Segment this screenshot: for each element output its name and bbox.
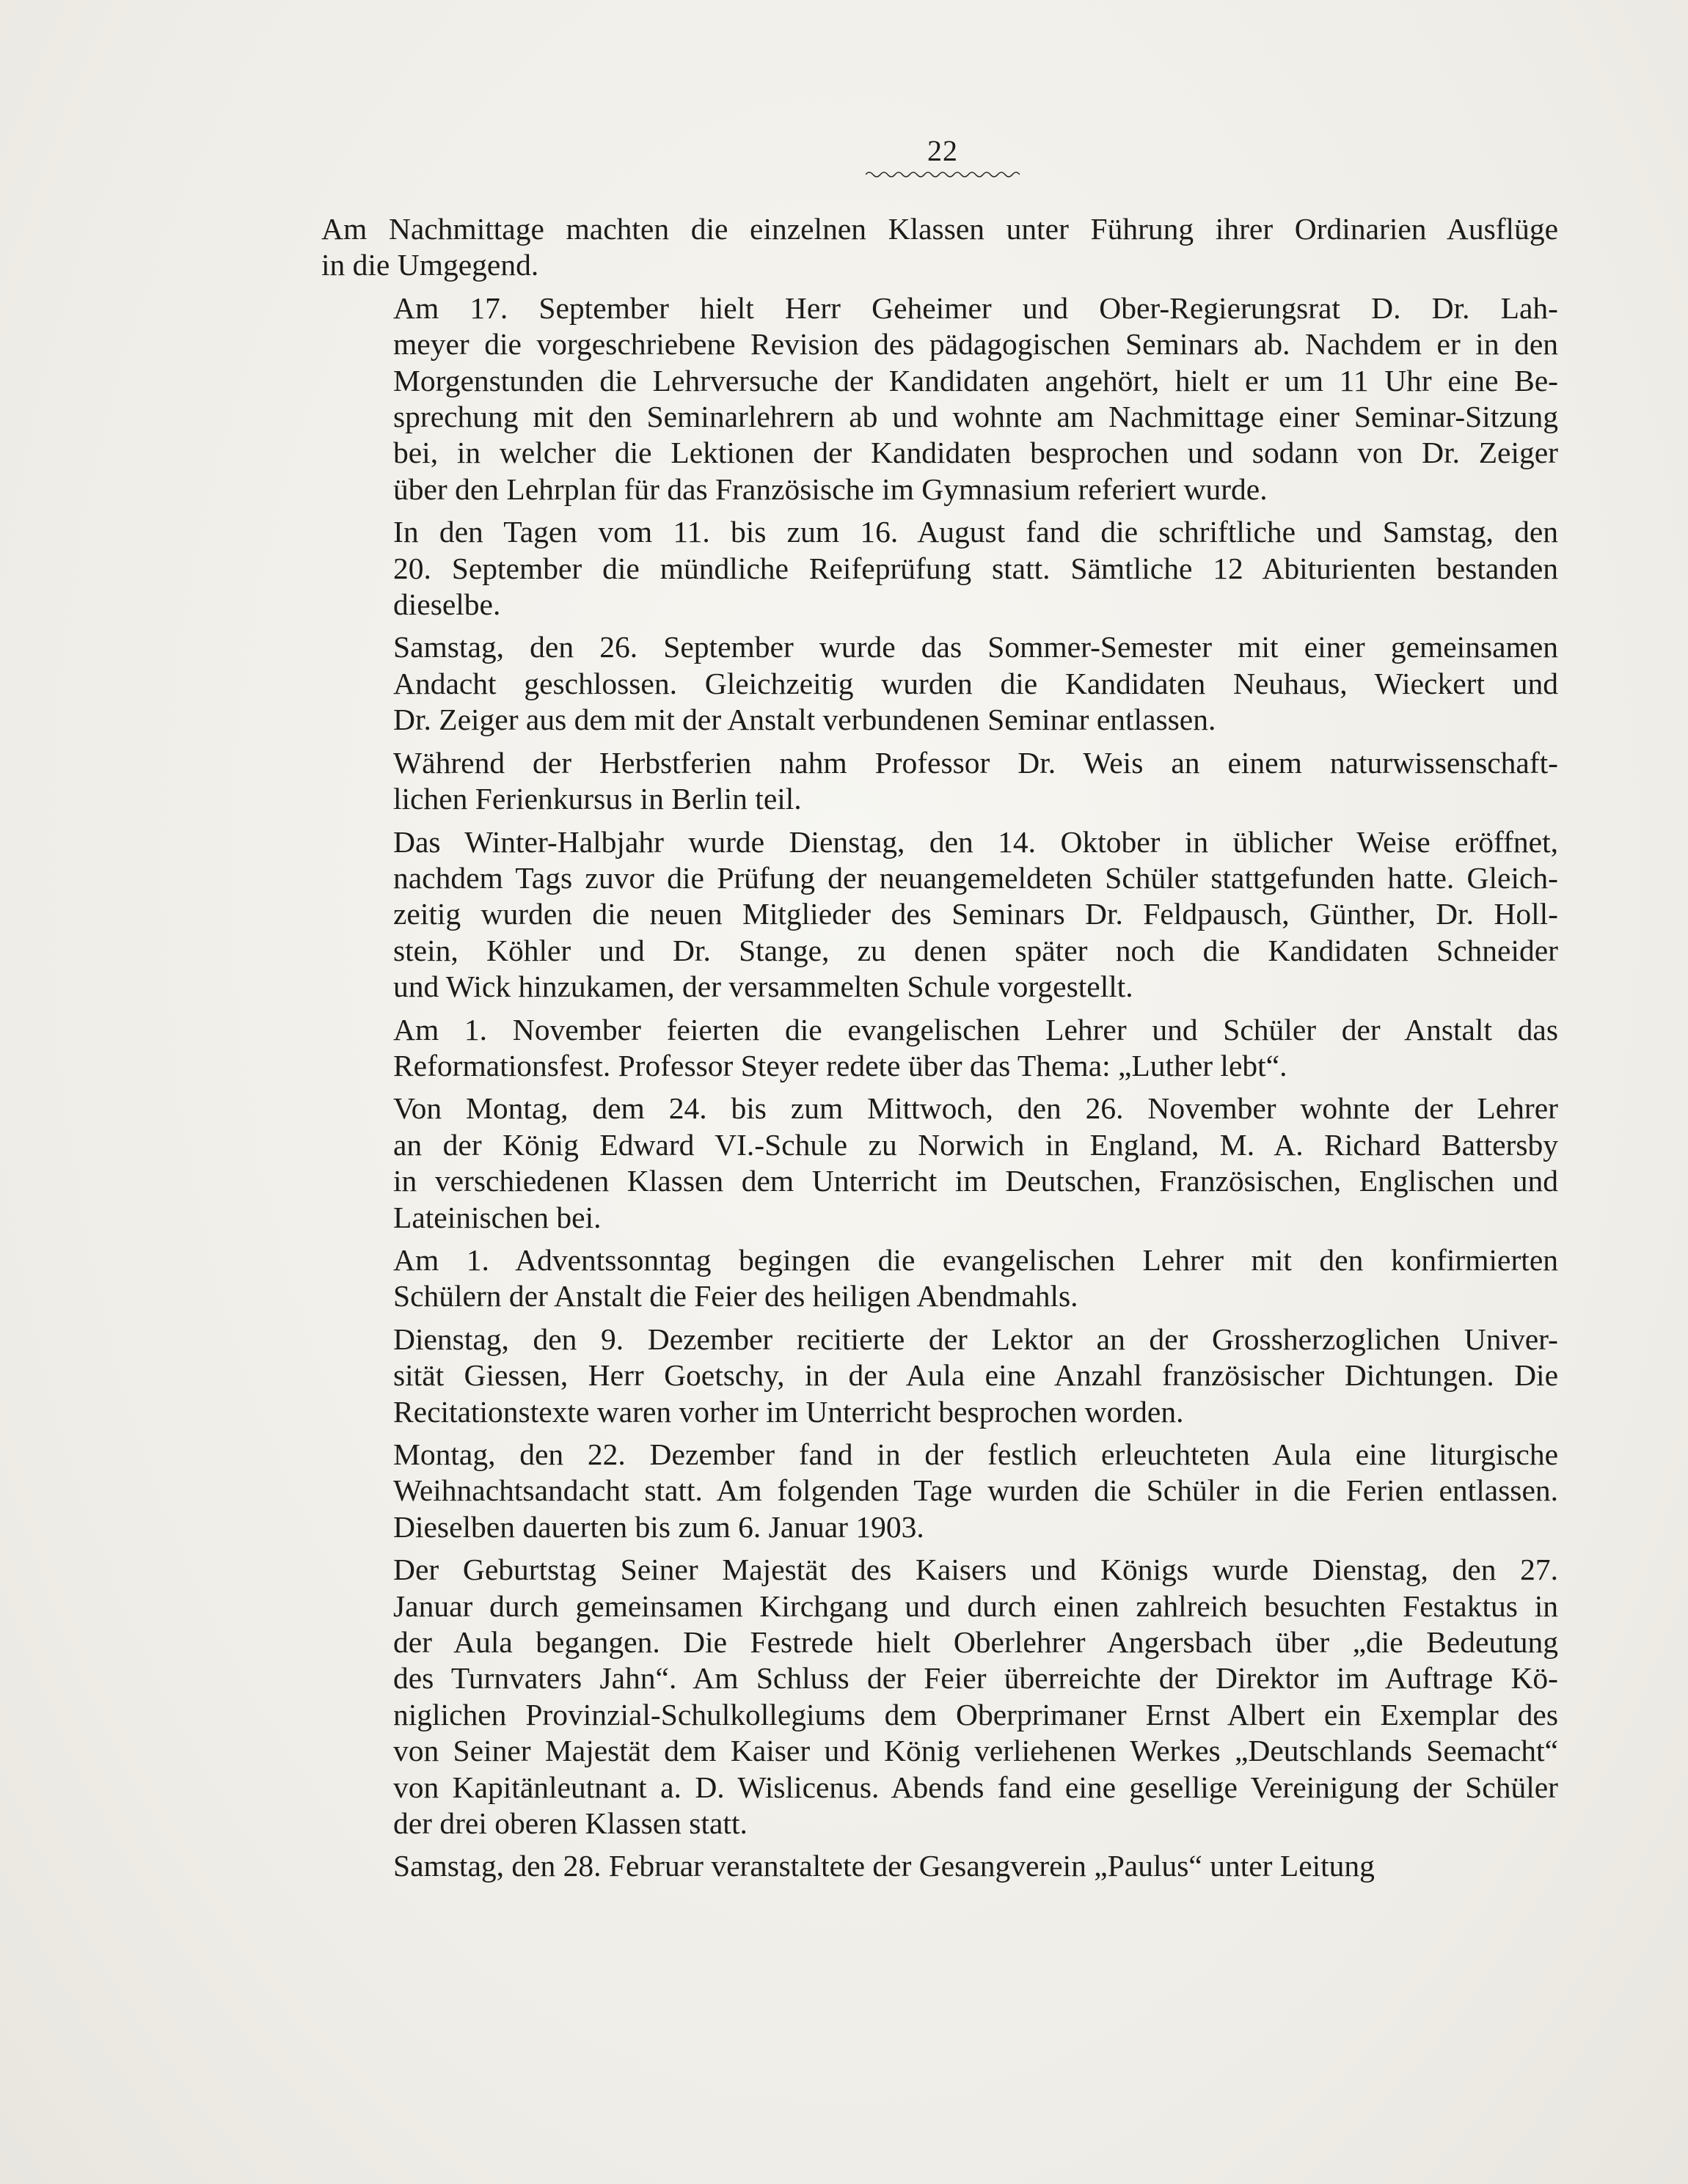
text-line: nachdem Tags zuvor die Prüfung der neuangemeldeten Schüler stattgefunden hatte. Gleich- bbox=[393, 860, 1558, 895]
paragraph bbox=[321, 745, 1558, 818]
text-line: von Kapitänleutnant a. D. Wislicenus. Abends fand eine gesellige Vereinigung der Schüler bbox=[393, 1770, 1558, 1804]
text-line: zeitig wurden die neuen Mitglieder des Seminars Dr. Feldpausch, Günther, Dr. Holl- bbox=[393, 897, 1558, 931]
text-line: der Aula begangen. Die Festrede hielt Oberlehrer Angersbach über „die Bedeutung bbox=[393, 1625, 1558, 1660]
paragraph bbox=[321, 1848, 1558, 1884]
text-line: 20. September die mündliche Reifeprüfung statt. Sämtliche 12 Abiturienten bestanden bbox=[393, 551, 1558, 585]
page-number: 22 bbox=[927, 134, 958, 167]
paragraph bbox=[321, 290, 1558, 507]
text-line: Morgenstunden die Lehrversuche der Kandidaten angehört, hielt er um 11 Uhr eine Be- bbox=[393, 363, 1558, 397]
text-line: Samstag, den 28. Februar veranstaltete der Gesangverein „Paulus“ unter Leitung bbox=[393, 1849, 1375, 1883]
text-line: Recitationstexte waren vorher im Unterricht besprochen worden. bbox=[393, 1394, 1184, 1429]
text-line: der drei oberen Klassen statt. bbox=[393, 1806, 748, 1841]
text-line: Schülern der Anstalt die Feier des heiligen Abendmahls. bbox=[393, 1279, 1078, 1313]
paragraph bbox=[321, 1242, 1558, 1315]
text-line: Weihnachtsandacht statt. Am folgenden Tage wurden die Schüler in die Ferien entlassen. bbox=[393, 1473, 1558, 1508]
page-number-ornament bbox=[866, 169, 1020, 180]
paragraph bbox=[321, 824, 1558, 1005]
text-line: Samstag, den 26. September wurde das Sommer-Semester mit einer gemeinsamen bbox=[393, 630, 1558, 664]
text-line: Dieselben dauerten bis zum 6. Januar 1903. bbox=[393, 1509, 924, 1544]
paragraph bbox=[321, 1091, 1558, 1236]
paragraph bbox=[321, 211, 1558, 284]
text-line: Januar durch gemeinsamen Kirchgang und durch einen zahlreich besuchten Festaktus in bbox=[393, 1588, 1558, 1623]
text-line: meyer die vorgeschriebene Revision des pädagogischen Seminars ab. Nachdem er in den bbox=[393, 327, 1558, 362]
text-line: an der König Edward VI.-Schule zu Norwich in England, M. A. Richard Battersby bbox=[393, 1127, 1558, 1162]
text-line: stein, Köhler und Dr. Stange, zu denen später noch die Kandidaten Schneider bbox=[393, 933, 1558, 967]
text-line: Andacht geschlossen. Gleichzeitig wurden die Kandidaten Neuhaus, Wieckert und bbox=[393, 666, 1558, 700]
text-line: Am 1. November feierten die evangelischen Lehrer und Schüler der Anstalt das bbox=[393, 1012, 1558, 1047]
paragraph bbox=[321, 1552, 1558, 1842]
paragraph bbox=[321, 1012, 1558, 1085]
paragraph bbox=[321, 1322, 1558, 1430]
text-line: über den Lehrplan für das Französische im Gymnasium referiert wurde. bbox=[393, 472, 1268, 506]
text-line: in die Umgegend. bbox=[321, 248, 539, 282]
body-text bbox=[321, 211, 1558, 1891]
text-line: Am 17. September hielt Herr Geheimer und Ober-Regierungsrat D. Dr. Lah- bbox=[393, 290, 1558, 325]
text-line: sität Giessen, Herr Goetschy, in der Aula eine Anzahl französischer Dichtungen. Die bbox=[393, 1358, 1558, 1393]
text-line: Reformationsfest. Professor Steyer redete über das Thema: „Luther lebt“. bbox=[393, 1048, 1287, 1082]
text-line: Montag, den 22. Dezember fand in der festlich erleuchteten Aula eine liturgische bbox=[393, 1437, 1558, 1471]
paragraph bbox=[321, 1437, 1558, 1545]
text-line: von Seiner Majestät dem Kaiser und König verliehenen Werkes „Deutschlands Seemacht“ bbox=[393, 1734, 1558, 1768]
text-line: In den Tagen vom 11. bis zum 16. August fand die schriftliche und Samstag, den bbox=[393, 515, 1558, 549]
text-line: und Wick hinzukamen, der versammelten Schule vorgestellt. bbox=[393, 970, 1133, 1004]
text-line: dieselbe. bbox=[393, 587, 501, 622]
text-line: lichen Ferienkursus in Berlin teil. bbox=[393, 782, 802, 816]
text-line: Am 1. Adventssonntag begingen die evangelischen Lehrer mit den konfirmierten bbox=[393, 1242, 1558, 1277]
text-line: Das Winter-Halbjahr wurde Dienstag, den 14. Oktober in üblicher Weise eröffnet, bbox=[393, 824, 1558, 859]
text-line: Der Geburtstag Seiner Majestät des Kaisers und Königs wurde Dienstag, den 27. bbox=[393, 1553, 1558, 1587]
text-line: Lateinischen bei. bbox=[393, 1200, 602, 1234]
text-line: Dienstag, den 9. Dezember recitierte der Lektor an der Grossherzoglichen Univer- bbox=[393, 1322, 1558, 1356]
paragraph bbox=[321, 514, 1558, 623]
text-line: Von Montag, dem 24. bis zum Mittwoch, den 26. November wohnte der Lehrer bbox=[393, 1091, 1558, 1126]
text-line: Während der Herbstferien nahm Professor Dr. Weis an einem naturwissenschaft- bbox=[393, 745, 1558, 780]
paragraph bbox=[321, 629, 1558, 738]
text-line: des Turnvaters Jahn“. Am Schluss der Feier überreichte der Direktor im Auftrage Kö- bbox=[393, 1661, 1558, 1696]
text-line: Am Nachmittage machten die einzelnen Klassen unter Führung ihrer Ordinarien Ausflüge bbox=[321, 212, 1558, 246]
text-line: in verschiedenen Klassen dem Unterricht im Deutschen, Französischen, Englischen und bbox=[393, 1164, 1558, 1198]
text-line: sprechung mit den Seminarlehrern ab und wohnte am Nachmittage einer Seminar-Sitzung bbox=[393, 400, 1558, 434]
text-line: Dr. Zeiger aus dem mit der Anstalt verbundenen Seminar entlassen. bbox=[393, 703, 1216, 737]
text-line: niglichen Provinzial-Schulkollegiums dem Oberprimaner Ernst Albert ein Exemplar des bbox=[393, 1697, 1558, 1732]
text-line: bei, in welcher die Lektionen der Kandidaten besprochen und sodann von Dr. Zeiger bbox=[393, 436, 1558, 470]
